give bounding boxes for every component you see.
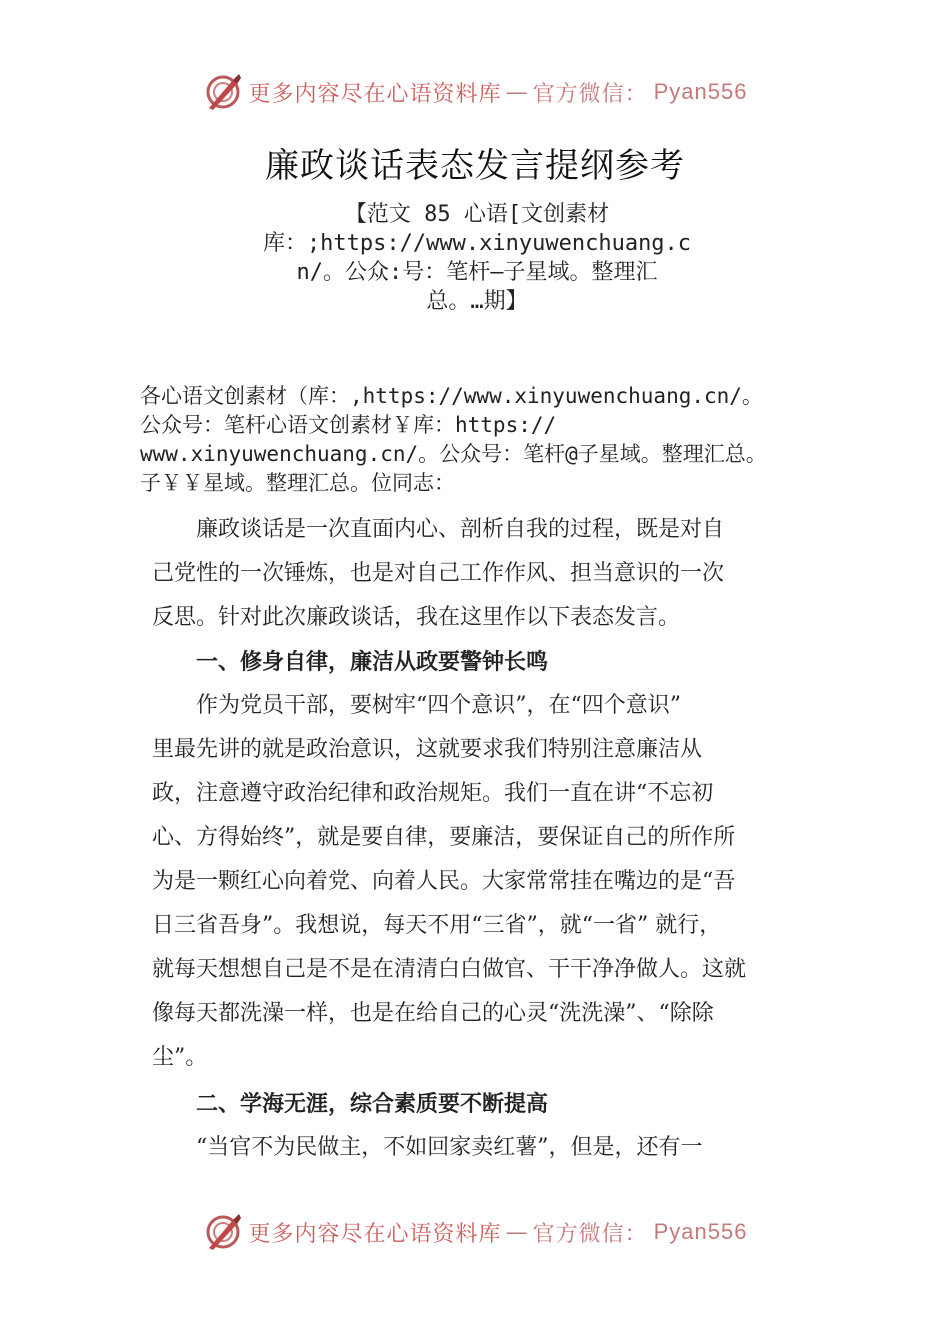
pen-logo-icon bbox=[203, 1212, 243, 1252]
watermark-wechat-label: 官方微信： bbox=[532, 1221, 648, 1247]
paragraph-line: 反思。针对此次廉政谈话，我在这里作以下表态发言。 bbox=[152, 605, 681, 630]
watermark-text: 更多内容尽在心语资料库 bbox=[248, 1221, 502, 1247]
intro-line: www.xinyuwenchuang.cn/。公众号：笔杆@子星域。整理汇总。 bbox=[140, 442, 767, 466]
reference-line: 【范文 85 心语[文创素材 bbox=[344, 202, 610, 227]
paragraph-section-2 bbox=[152, 1126, 812, 1170]
watermark-footer bbox=[0, 1210, 950, 1254]
watermark-dash: — bbox=[505, 79, 529, 105]
reference-line: n/。公众:号：笔杆—子星域。整理汇 bbox=[296, 260, 658, 285]
paragraph-line: 就每天想想自己是不是在清清白白做官、干干净净做人。这就 bbox=[152, 957, 747, 982]
intro-line: 各心语文创素材（库：,https://www.xinyuwenchuang.cn/。 bbox=[140, 384, 763, 408]
paragraph-line: 心、方得始终”，就是要自律，要廉洁，要保证自己的所作所 bbox=[152, 825, 736, 850]
paragraph-line: 作为党员干部，要树牢“四个意识”，在“四个意识” bbox=[152, 693, 681, 718]
paragraph-line: 为是一颗红心向着党、向着人民。大家常常挂在嘴边的是“吾 bbox=[152, 869, 736, 894]
document-title: 廉政谈话表态发言提纲参考 bbox=[265, 146, 685, 186]
paragraph-line: 廉政谈话是一次直面内心、剖析自我的过程，既是对自 bbox=[152, 517, 725, 542]
paragraph-line: 像每天都洗澡一样，也是在给自己的心灵“洗洗澡”、“除除 bbox=[152, 1001, 714, 1026]
watermark-wechat-id: Pyan556 bbox=[653, 79, 748, 104]
intro-line: 子￥￥星域。整理汇总。位同志： bbox=[140, 471, 455, 495]
intro-paragraph bbox=[140, 382, 840, 498]
section-heading-2: 二、学海无涯，综合素质要不断提高 bbox=[152, 1091, 549, 1117]
intro-line: 公众号：笔杆心语文创素材￥库：https:// bbox=[140, 413, 557, 437]
paragraph-line: 里最先讲的就是政治意识，这就要求我们特别注意廉洁从 bbox=[152, 737, 703, 762]
paragraph-line: 日三省吾身”。我想说，每天不用“三省”，就“一省” 就行， bbox=[152, 913, 722, 938]
watermark-wechat-id: Pyan556 bbox=[653, 1219, 748, 1244]
reference-line: 总。…期】 bbox=[426, 289, 528, 314]
paragraph-line: 己党性的一次锤炼，也是对自己工作作风、担当意识的一次 bbox=[152, 561, 725, 586]
paragraph-line: 政，注意遵守政治纪律和政治规矩。我们一直在讲“不忘初 bbox=[152, 781, 714, 806]
paragraph-line: “当官不为民做主，不如回家卖红薯”，但是，还有一 bbox=[152, 1135, 703, 1160]
paragraph-opening bbox=[152, 508, 812, 640]
reference-line: 库：;https://www.xinyuwenchuang.c bbox=[262, 231, 692, 256]
watermark-wechat-label: 官方微信： bbox=[532, 81, 648, 107]
paragraph-line: 尘”。 bbox=[152, 1045, 208, 1070]
watermark-dash: — bbox=[505, 1219, 529, 1245]
pen-logo-icon bbox=[203, 72, 243, 112]
reference-note bbox=[262, 200, 692, 316]
section-heading-1: 一、修身自律，廉洁从政要警钟长鸣 bbox=[152, 649, 549, 675]
paragraph-section-1 bbox=[152, 684, 812, 1080]
watermark-header bbox=[0, 70, 950, 114]
watermark-text: 更多内容尽在心语资料库 bbox=[248, 81, 502, 107]
